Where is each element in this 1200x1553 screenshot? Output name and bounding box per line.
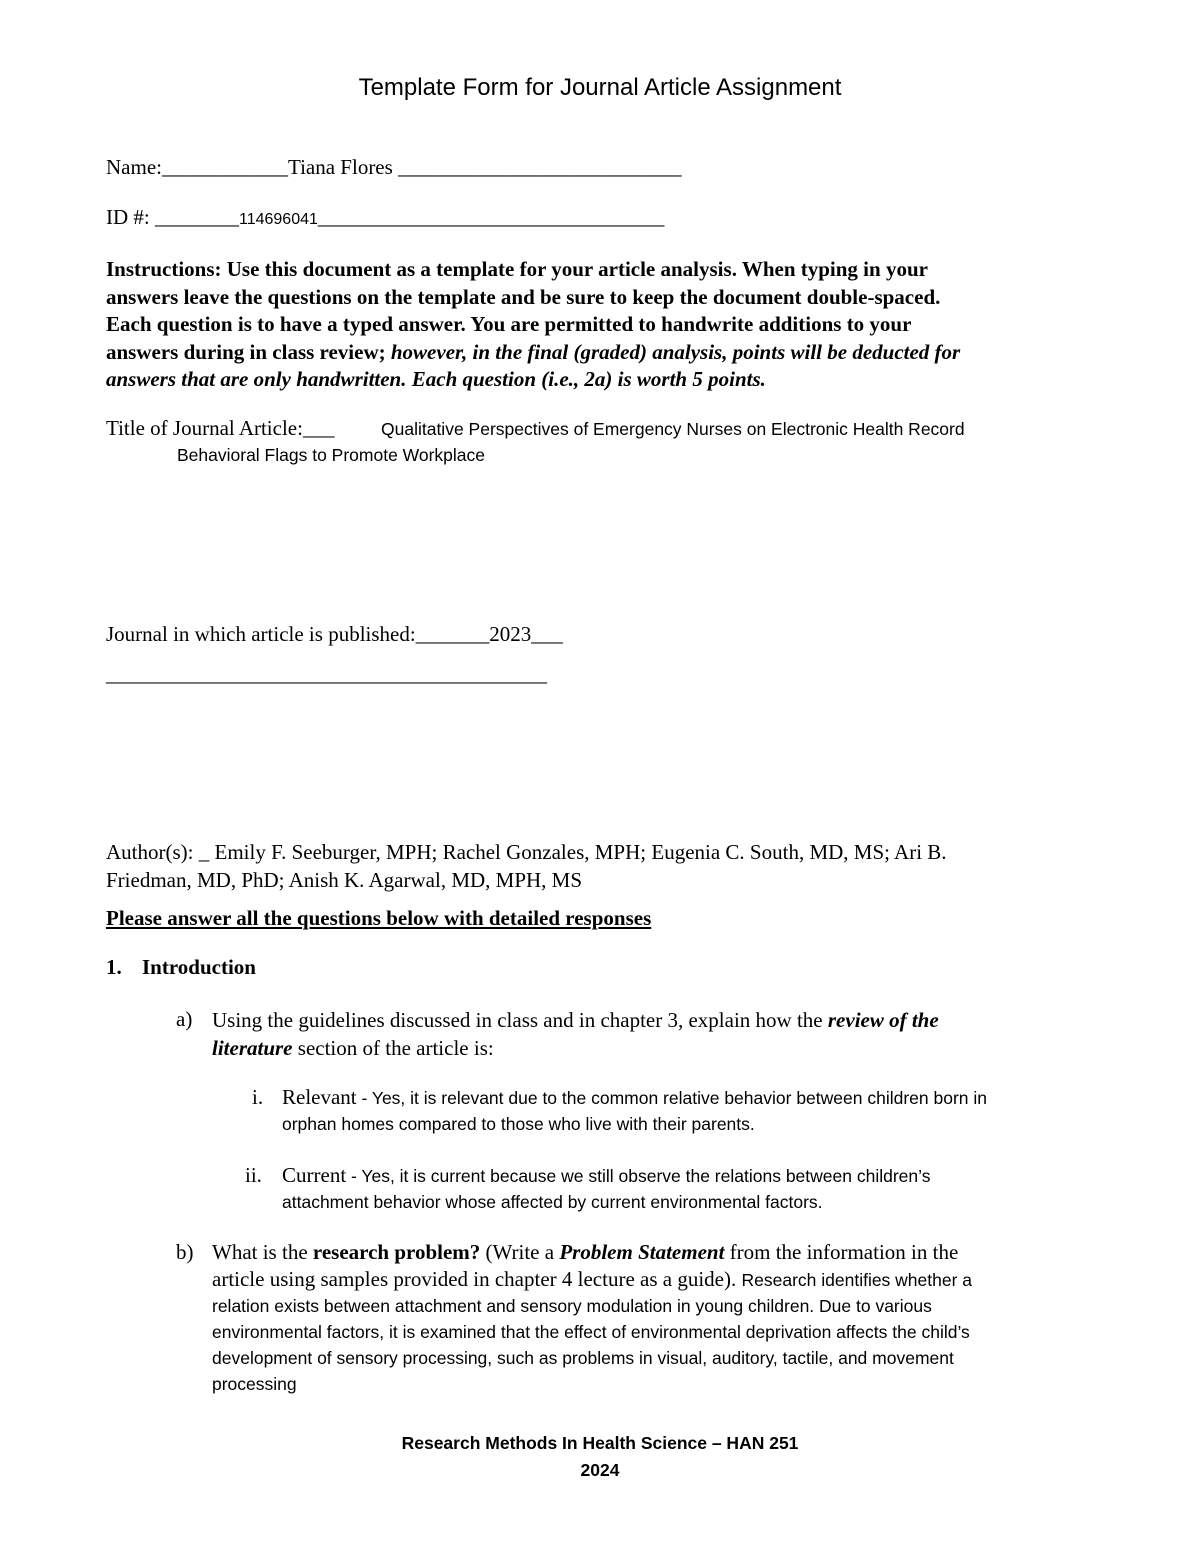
instructions-plain: answers during in class review; [106, 339, 391, 364]
journal-value[interactable]: 2023 [489, 622, 532, 646]
journal-underline: __________________________________________ [106, 662, 547, 686]
instructions-italic: however, in the final (graded) analysis, points will be deducted for [390, 339, 961, 364]
question-a-marker: a) [176, 1007, 193, 1031]
sub-i-answer[interactable]: - Yes, it is relevant due to the common relative behavior between children born in [356, 1088, 987, 1108]
sub-ii-answer-cont[interactable]: attachment behavior whose affected by current environmental factors. [282, 1192, 823, 1212]
page-title: Template Form for Journal Article Assignment [358, 74, 842, 101]
id-row [106, 205, 664, 230]
authors-line[interactable]: Friedman, MD, PhD; Anish K. Agarwal, MD, MPH, MS [106, 867, 583, 892]
id-blank-after: _________________________________ [317, 205, 665, 229]
id-label: ID #: [106, 205, 150, 229]
please-answer-heading: Please answer all the questions below with detailed responses [106, 906, 652, 930]
name-row [106, 155, 682, 180]
name-blank-before: ____________ [161, 155, 288, 179]
instructions-line: Each question is to have a typed answer. You are permitted to handwrite additions to your [106, 312, 912, 336]
article-title-value[interactable]: Qualitative Perspectives of Emergency Nurses on Electronic Health Record [381, 419, 965, 439]
id-blank-before: ________ [149, 205, 239, 229]
question-b-text: from the information in the [724, 1240, 959, 1264]
question-a-text: section of the article is: [292, 1035, 494, 1060]
question-b-emphasis: Problem Statement [559, 1240, 725, 1264]
question-b-answer[interactable]: relation exists between attachment and sensory modulation in young children. Due to various [212, 1296, 932, 1316]
journal-blank-after: ___ [531, 622, 563, 646]
sub-i-marker: i. [252, 1085, 264, 1109]
question-b-line1 [212, 1240, 958, 1265]
journal-label: Journal in which article is published:_______ [106, 622, 490, 646]
footer-year: 2024 [580, 1460, 620, 1480]
question-b-text: (Write a [480, 1240, 560, 1264]
name-blank-after: ___________________________ [392, 155, 682, 179]
sub-ii-label: Current [282, 1163, 347, 1187]
question-a-emphasis: review of the [827, 1008, 939, 1032]
sub-i-answer-cont[interactable]: orphan homes compared to those who live with their parents. [282, 1114, 755, 1134]
name-value[interactable]: Tiana Flores [287, 155, 393, 179]
instructions-line: Instructions: Use this document as a template for your article analysis. When typing in your [106, 257, 928, 281]
instructions-line: answers leave the questions on the template and be sure to keep the document double-spaced. [106, 284, 941, 309]
authors-line[interactable]: Author(s): _ Emily F. Seeburger, MPH; Rachel Gonzales, MPH; Eugenia C. South, MD, MS; Ari B. [106, 840, 947, 864]
question-b-answer[interactable]: Research identifies whether a [741, 1270, 973, 1290]
id-value[interactable]: 114696041 [239, 211, 318, 228]
sub-ii-line1 [282, 1163, 930, 1188]
section-heading: Introduction [142, 955, 256, 979]
article-title-label: Title of Journal Article:___ [106, 416, 335, 440]
sub-ii-answer[interactable]: - Yes, it is current because we still observe the relations between children’s [346, 1166, 931, 1186]
question-b-answer[interactable]: environmental factors, it is examined that the effect of environmental deprivation affects the child’s [212, 1322, 970, 1342]
article-title-value-cont[interactable]: Behavioral Flags to Promote Workplace [177, 445, 486, 465]
instructions [106, 256, 960, 394]
question-b-text: article using samples provided in chapter 4 lecture as a guide). [212, 1267, 742, 1291]
sub-ii-marker: ii. [245, 1163, 262, 1187]
instructions-line: answers that are only handwritten. Each question (i.e., 2a) is worth 5 points. [106, 367, 766, 391]
footer-course: Research Methods In Health Science – HAN 251 [401, 1433, 799, 1453]
name-label: Name: [106, 155, 162, 179]
question-b-text: What is the [212, 1240, 313, 1264]
question-a-emphasis: literature [212, 1035, 293, 1060]
sub-i-line1 [282, 1085, 987, 1110]
question-b-answer[interactable]: processing [212, 1374, 297, 1394]
journal-row [106, 622, 563, 647]
question-b-bold: research problem? [312, 1240, 481, 1264]
question-b-answer[interactable]: development of sensory processing, such as problems in visual, auditory, tactile, and movement [212, 1348, 954, 1368]
question-a [212, 1007, 939, 1062]
sub-i-label: Relevant [282, 1085, 357, 1109]
authors [106, 839, 947, 894]
instructions-line [106, 339, 960, 367]
question-a-text: Using the guidelines discussed in class and in chapter 3, explain how the [212, 1008, 828, 1032]
section-number: 1. [106, 955, 122, 979]
question-b-line2 [212, 1267, 972, 1292]
question-b-marker: b) [176, 1240, 194, 1264]
